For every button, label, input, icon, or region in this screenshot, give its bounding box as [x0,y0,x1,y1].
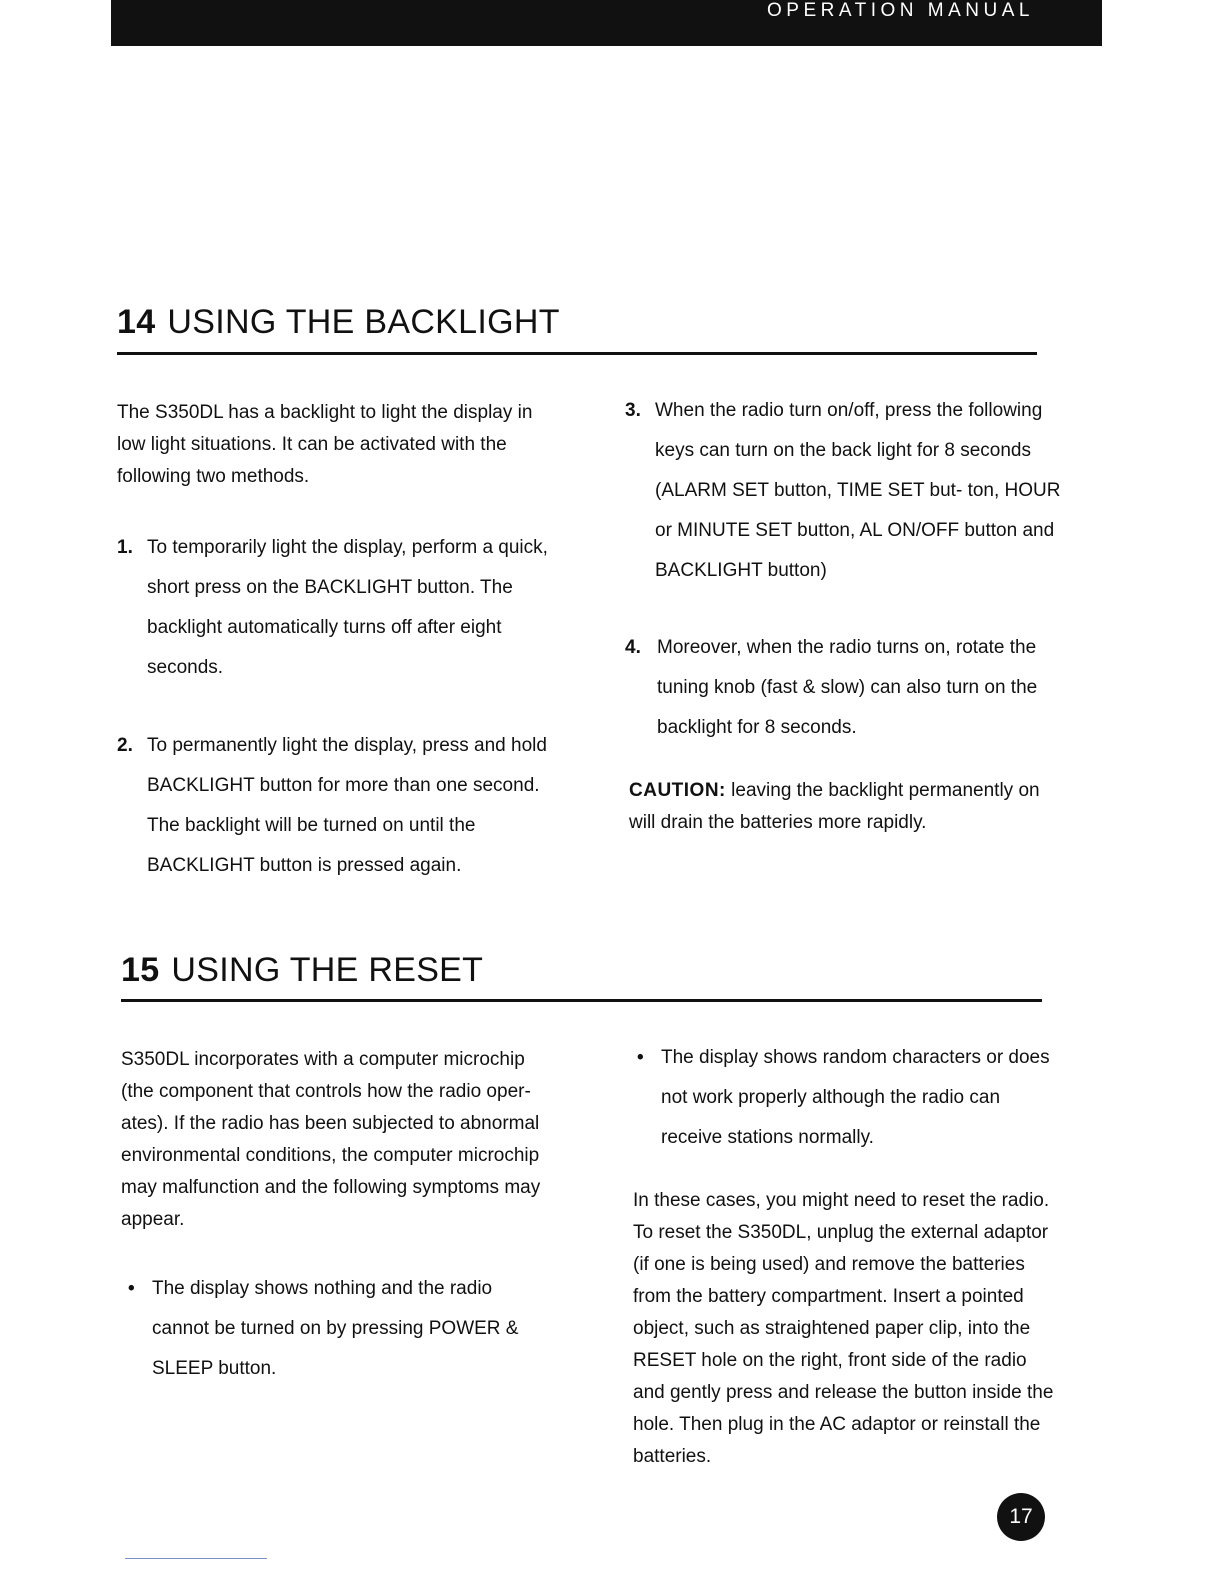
section-15-bullet-1 [128,1269,552,1389]
section-15-bullet-2 [637,1038,1061,1158]
section-14-item-1 [117,528,567,688]
section-15-heading [121,951,483,990]
section-14-item-2 [117,726,567,886]
item-1-marker: 1. [117,537,133,558]
section-14-title: USING THE BACKLIGHT [167,303,560,341]
caution-text: leaving the backlight permanently on will drain the batteries more rapidly. [629,780,1040,833]
section-15-rule [121,999,1042,1002]
item-3-marker: 3. [625,400,641,421]
section-15-number: 15 [121,951,160,989]
section-15-intro: S350DL incorporates with a computer microchip (the component that controls how the radio oper- ates). If the radio has been subjected to abnormal environmental conditions, the computer microchip may malfunction and the following symptoms may appear. [121,1049,541,1230]
section-14-number: 14 [117,303,156,341]
section-14-rule [117,352,1037,355]
caution-note [629,775,1049,839]
item-4-text: Moreover, when the radio turns on, rotate the tuning knob (fast & slow) can also turn on the backlight for 8 seconds. [657,637,1038,738]
item-3-text: When the radio turn on/off, press the following keys can turn on the back light for 8 seconds (ALARM SET button, TIME SET but- ton, HOUR or MINUTE SET button, AL ON/OFF button and BACKLIGHT button) [655,400,1061,581]
item-1-text: To temporarily light the display, perform a quick, short press on the BACKLIGHT button. The backlight automatically turns off after eight seconds. [147,537,548,678]
page-number-badge: 17 [997,1493,1045,1541]
caution-label: CAUTION: [629,780,726,801]
section-14-intro: The S350DL has a backlight to light the display in low light situations. It can be activated with the following two methods. [117,402,533,487]
section-15-title: USING THE RESET [171,951,484,989]
item-2-text: To permanently light the display, press and hold BACKLIGHT button for more than one second. The backlight will be turned on until the BACKLIGHT button is pressed again. [147,735,547,876]
section-14-item-3 [625,391,1080,591]
item-2-marker: 2. [117,735,133,756]
header-bar [111,0,1102,46]
header-title: OPERATION MANUAL [767,0,1034,21]
section-14-item-4 [625,628,1082,748]
bullet-2-text: The display shows random characters or does not work properly although the radio can receive stations normally. [661,1047,1050,1148]
section-14-heading [117,303,560,342]
reset-instructions: In these cases, you might need to reset the radio. To reset the S350DL, unplug the external adaptor (if one is being used) and remove the batteries from the battery compartment. Insert a pointed object, such as straightened paper clip, into the RESET hole on the right, front side of the radio and gently press and release the button inside the hole. Then plug in the AC adaptor or reinstall the batteries. [633,1190,1054,1467]
bullet-2-marker: • [637,1047,644,1068]
bullet-1-text: The display shows nothing and the radio cannot be turned on by pressing POWER & SLEEP button. [152,1278,519,1379]
bullet-1-marker: • [128,1278,135,1299]
footer-line [125,1558,267,1559]
item-4-marker: 4. [625,637,641,658]
